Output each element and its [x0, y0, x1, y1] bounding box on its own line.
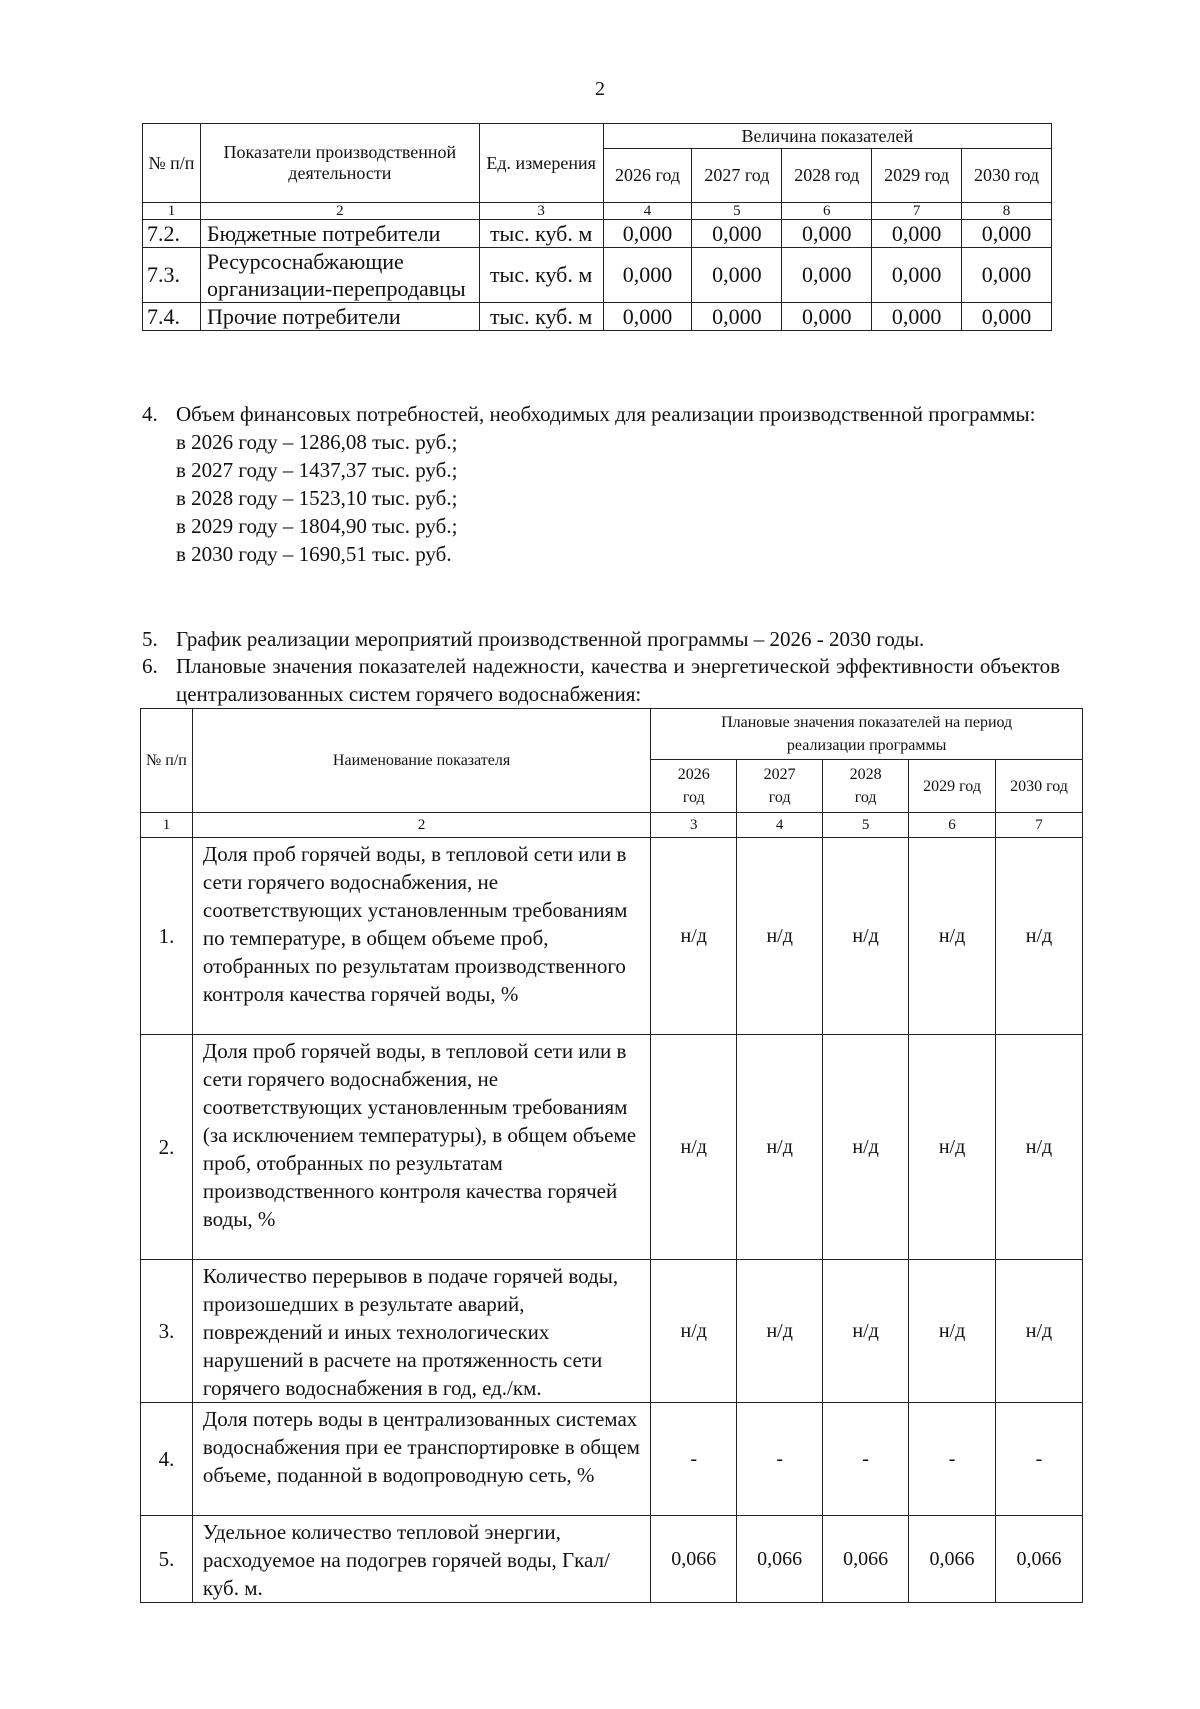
table-row [143, 220, 1052, 248]
section-number: 5. [142, 627, 158, 651]
index-cell: 4 [603, 203, 692, 220]
header-year: 2028 год [823, 760, 909, 813]
index-cell: 2 [200, 203, 479, 220]
row-value: 0,000 [603, 303, 692, 331]
table-row [141, 1403, 1083, 1516]
index-cell: 6 [909, 813, 996, 838]
header-year: 2030 год [962, 149, 1052, 203]
row-value: - [737, 1403, 823, 1516]
table-row [141, 1035, 1083, 1260]
index-cell: 4 [737, 813, 823, 838]
row-value: н/д [737, 838, 823, 1035]
header-group: Плановые значения показателей на период реализации программы [651, 709, 1083, 760]
index-cell: 3 [479, 203, 603, 220]
row-num: 7.4. [143, 303, 201, 331]
row-name: Доля потерь воды в централизованных системах водоснабжения при ее транспортировке в общем объеме, поданной в водопроводную сеть, % [192, 1403, 650, 1516]
index-cell: 6 [782, 203, 872, 220]
row-value: 0,000 [962, 303, 1052, 331]
row-value: 0,066 [737, 1516, 823, 1603]
row-value: - [823, 1403, 909, 1516]
table-row [143, 248, 1052, 303]
row-name: Бюджетные потребители [200, 220, 479, 248]
row-name: Ресурсоснабжающие организации-перепродавцы [200, 248, 479, 303]
index-cell: 1 [143, 203, 201, 220]
finance-line: в 2028 году – 1523,10 тыс. руб.; [176, 486, 458, 510]
row-value: 0,000 [782, 220, 872, 248]
row-value: 0,066 [996, 1516, 1083, 1603]
row-value: 0,000 [872, 303, 962, 331]
row-value: 0,000 [603, 248, 692, 303]
header-year: 2026 год [651, 760, 737, 813]
row-value: н/д [996, 1035, 1083, 1260]
row-value: 0,000 [872, 220, 962, 248]
section-text: Объем финансовых потребностей, необходимых для реализации производственной программы: [176, 402, 1036, 426]
section-6 [142, 652, 1060, 708]
index-cell: 7 [872, 203, 962, 220]
row-value: н/д [996, 838, 1083, 1035]
table-row [141, 1260, 1083, 1403]
finance-line: в 2030 году – 1690,51 тыс. руб. [176, 542, 452, 566]
row-value: 0,066 [651, 1516, 737, 1603]
header-year: 2027 год [737, 760, 823, 813]
index-cell: 5 [823, 813, 909, 838]
row-value: 0,000 [962, 220, 1052, 248]
row-value: 0,000 [692, 303, 782, 331]
header-year: 2026 год [603, 149, 692, 203]
row-num: 2. [141, 1035, 193, 1260]
header-unit: Ед. измерения [479, 124, 603, 203]
row-value: н/д [823, 1035, 909, 1260]
row-num: 7.2. [143, 220, 201, 248]
reliability-indicators-table [140, 708, 1083, 1603]
finance-line: в 2026 году – 1286,08 тыс. руб.; [176, 430, 458, 454]
row-value: 0,000 [603, 220, 692, 248]
finance-line: в 2027 году – 1437,37 тыс. руб.; [176, 458, 458, 482]
row-value: н/д [909, 838, 996, 1035]
row-value: н/д [651, 1260, 737, 1403]
section-5 [142, 625, 1060, 653]
index-cell: 5 [692, 203, 782, 220]
row-unit: тыс. куб. м [479, 220, 603, 248]
section-number: 6. [142, 654, 158, 678]
row-value: н/д [823, 1260, 909, 1403]
row-name: Количество перерывов в подаче горячей воды, произошедших в результате аварий, повреждений и иных технологических нарушений в расчете на протяженность сети горячего водоснабжения в год, ед./км. [192, 1260, 650, 1403]
row-value: н/д [909, 1035, 996, 1260]
row-value: 0,000 [692, 220, 782, 248]
row-value: н/д [909, 1260, 996, 1403]
row-name: Удельное количество тепловой энергии, расходуемое на подогрев горячей воды, Гкал/куб. м. [192, 1516, 650, 1603]
row-value: н/д [737, 1035, 823, 1260]
row-value: - [996, 1403, 1083, 1516]
row-name: Доля проб горячей воды, в тепловой сети или в сети горячего водоснабжения, не соответствующих установленным требованиям по температуре, в общем объеме проб, отобранных по результатам производственного контроля качества горячей воды, % [192, 838, 650, 1035]
table-row [141, 838, 1083, 1035]
row-value: н/д [996, 1260, 1083, 1403]
row-value: 0,000 [782, 248, 872, 303]
row-value: 0,066 [909, 1516, 996, 1603]
row-value: 0,000 [692, 248, 782, 303]
header-year: 2028 год [782, 149, 872, 203]
row-num: 7.3. [143, 248, 201, 303]
header-year: 2030 год [996, 760, 1083, 813]
row-unit: тыс. куб. м [479, 248, 603, 303]
row-name: Прочие потребители [200, 303, 479, 331]
row-value: н/д [737, 1260, 823, 1403]
page-number: 2 [595, 78, 605, 100]
row-value: 0,000 [962, 248, 1052, 303]
section-4 [142, 400, 1060, 568]
header-year: 2029 год [909, 760, 996, 813]
row-num: 4. [141, 1403, 193, 1516]
index-cell: 8 [962, 203, 1052, 220]
row-value: 0,000 [782, 303, 872, 331]
index-cell: 3 [651, 813, 737, 838]
table-row [141, 1516, 1083, 1603]
row-value: - [651, 1403, 737, 1516]
finance-line: в 2029 году – 1804,90 тыс. руб.; [176, 514, 458, 538]
header-num: № п/п [143, 124, 201, 203]
section-number: 4. [142, 402, 158, 426]
table-row [143, 303, 1052, 331]
row-value: н/д [651, 1035, 737, 1260]
row-num: 5. [141, 1516, 193, 1603]
header-num: № п/п [141, 709, 193, 813]
row-name: Доля проб горячей воды, в тепловой сети или в сети горячего водоснабжения, не соответствующих установленным требованиям (за исключением температуры), в общем объеме проб, отобранных по результатам производственного контроля качества горячей воды, % [192, 1035, 650, 1260]
header-year: 2029 год [872, 149, 962, 203]
row-value: н/д [651, 838, 737, 1035]
row-num: 3. [141, 1260, 193, 1403]
header-name: Показатели производственной деятельности [200, 124, 479, 203]
index-cell: 2 [192, 813, 650, 838]
section-text: Плановые значения показателей надежности, качества и энергетической эффективности объектов централизованных систем горячего водоснабжения: [176, 654, 1060, 706]
header-name: Наименование показателя [192, 709, 650, 813]
index-cell: 1 [141, 813, 193, 838]
row-num: 1. [141, 838, 193, 1035]
row-unit: тыс. куб. м [479, 303, 603, 331]
header-year: 2027 год [692, 149, 782, 203]
row-value: 0,066 [823, 1516, 909, 1603]
index-cell: 7 [996, 813, 1083, 838]
row-value: - [909, 1403, 996, 1516]
row-value: 0,000 [872, 248, 962, 303]
section-text: График реализации мероприятий производственной программы – 2026 - 2030 годы. [176, 627, 925, 651]
header-group: Величина показателей [603, 124, 1051, 149]
production-indicators-table [142, 123, 1052, 331]
row-value: н/д [823, 838, 909, 1035]
